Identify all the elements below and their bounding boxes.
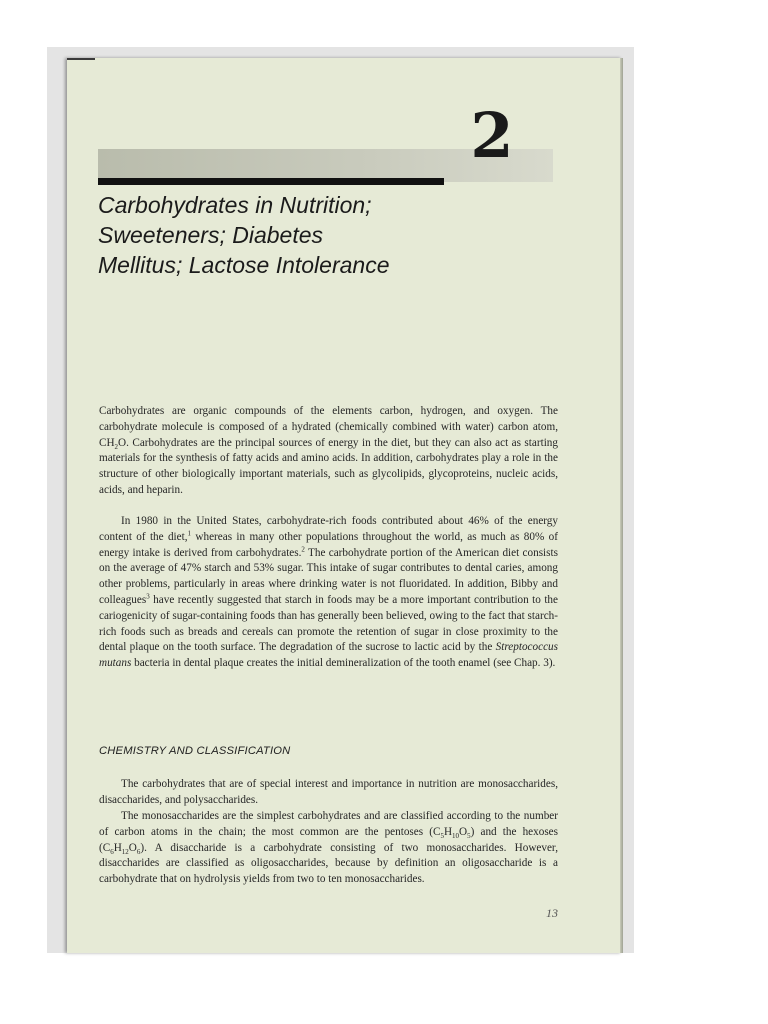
intro-paragraph-1: Carbohydrates are organic compounds of the elements carbon, hydrogen, and oxygen. The carbohydrate molecule is composed of a hydrated (chemically combined with water) carbon atom, $CH_2O$. Carbohydrates are the principal sources of energy in the diet, but they can also act as starting materials for the synthesis of fatty acids and amino acids. In addition, carbohydrates play a role in the structure of other biologically important materials, such as glycolipids, glycoproteins, nucleic acids, acids, and heparin. bbox=[99, 405, 558, 496]
section-heading: CHEMISTRY AND CLASSIFICATION bbox=[99, 745, 291, 757]
top-edge-rule bbox=[67, 58, 95, 60]
chapter-title-line: Carbohydrates in Nutrition; bbox=[98, 192, 372, 218]
chapter-title-line: Sweeteners; Diabetes bbox=[98, 222, 324, 248]
chapter-number: 2 bbox=[470, 99, 514, 172]
chapter-title-rule bbox=[98, 178, 444, 185]
section-paragraph-2: The monosaccharides are the simplest carbohydrates and are classified according to the number of carbon atoms in the chain; the most common are the pentoses $(C_5H_{10}O_5)$ and the hexoses $(C_6H_{12}O_6)$. A disaccharide is a carbohydrate consisting of two monosaccharides. However, disaccharides are classified as oligosaccharides, because by definition an oligosaccharide is a carbohydrate that on hydrolysis yields from two to ten monosaccharides. bbox=[99, 810, 558, 886]
footnote-ref: 1 bbox=[187, 529, 192, 538]
page-right-edge-shadow bbox=[620, 58, 623, 953]
page-number: 13 bbox=[546, 906, 558, 920]
intro-paragraph-2: In 1980 in the United States, carbohydrate-rich foods contributed about 46% of the energy content of the diet,$^1$ whereas in many other populations throughout the world, as much as 80% of energy intake is derived from carbohydrates.$^2$ The carbohydrate portion of the American diet consists on the average of 47% starch and 53% sugar. This intake of sugar contributes to dental caries, among other problems, particularly in areas where drinking water is not fluoridated. In addition, Bibby and colleagues$^3$ have recently suggested that starch in foods may be a more important contribution to the cariogenicity of sugar-containing foods than has generally been believed, owing to the fact that starch-rich foods such as breads and cereals can promote the retention of sugar in close proximity to the dental plaque on the tooth surface. The degradation of the sucrose to lactic acid by the Streptococcus mutans bacteria in dental plaque creates the initial demineralization of the tooth enamel (see Chap. 3). bbox=[99, 515, 558, 670]
section-paragraph-1: The carbohydrates that are of special interest and importance in nutrition are monosaccharides, disaccharides, and polysaccharides. bbox=[99, 778, 558, 806]
species-name: Streptococcus mutans bbox=[99, 641, 558, 670]
footnote-ref: 2 bbox=[301, 544, 305, 553]
chapter-title-line: Mellitus; Lactose Intolerance bbox=[98, 252, 390, 278]
chapter-title bbox=[98, 190, 518, 280]
footnote-ref: 3 bbox=[146, 592, 150, 601]
